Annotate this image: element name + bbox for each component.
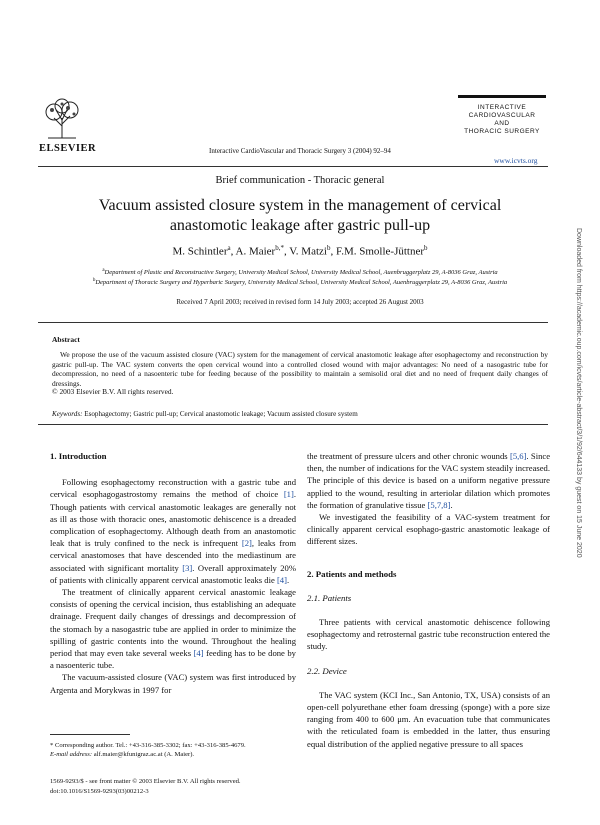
affiliation-text: Department of Plastic and Reconstructive Surgery, University Medical School, University Medical School, Auenbruggerplatz 29, A-8036 Graz, Austria bbox=[104, 269, 498, 277]
keywords bbox=[52, 410, 358, 418]
citation-link[interactable]: [3] bbox=[182, 562, 193, 573]
journal-logo-line: AND bbox=[494, 120, 510, 127]
text-run: The treatment of clinically apparent cervical anastomic leakage consists of opening the cervical incision, thus establishing an adequate drainage. Frequent daily changes of dressings and decompression of the stomach by a nasogastric tube are applied in order to minimize the spilling of gastric contents into the wound. Throughout the healing period that may even take several weeks bbox=[50, 587, 296, 659]
author-affiliation-mark: b bbox=[326, 244, 331, 252]
publisher-name: ELSEVIER bbox=[39, 143, 97, 154]
author-name: A. Maier bbox=[235, 245, 276, 258]
affiliation bbox=[50, 278, 550, 286]
journal-citation: Interactive CardioVascular and Thoracic Surgery 3 (2004) 92–94 bbox=[209, 147, 391, 155]
issn-block bbox=[50, 777, 241, 797]
text-run: Following esophagectomy reconstruction with a gastric tube and cervical esophagogastrostomy remains the method of choice bbox=[50, 477, 296, 500]
affiliation-mark: a bbox=[102, 268, 105, 273]
patients-paragraph: Three patients with cervical anastomotic dehiscence following esophagectomy and retrosternal gastric tube reconstruction entered the study. bbox=[307, 617, 550, 652]
citation-link[interactable]: [4] bbox=[276, 574, 287, 585]
journal-logo-line: CARDIOVASCULAR bbox=[468, 112, 536, 119]
device-paragraph: The VAC system (KCI Inc., San Antonio, TX, USA) consists of an open-cell polyurethane ether foam dressing (sponge) with a pore size ranging from 400 to 600 μm. An evacuation tube that communicates with the reticulated foam is embedded in the latter, thus ensuring equal distribution of the applied negative pressure to all spaces bbox=[307, 689, 550, 749]
received-dates: Received 7 April 2003; received in revised form 14 July 2003; accepted 26 August 2003 bbox=[176, 298, 424, 306]
text-run: . bbox=[450, 499, 453, 510]
citation-link[interactable]: [4] bbox=[193, 648, 204, 659]
keywords-label: Keywords: bbox=[52, 410, 83, 418]
footnote-contact: * Corresponding author. Tel.: +43-316-385-3302; fax: +43-316-385-4679. bbox=[50, 742, 246, 749]
abstract-top-rule bbox=[38, 322, 548, 323]
email-address[interactable]: alf.maier@kfunigraz.ac.at (A. Maier). bbox=[92, 751, 195, 758]
abstract-copyright: © 2003 Elsevier B.V. All rights reserved. bbox=[52, 387, 174, 396]
text-run: . Since then, the number of indications for the VAC system steadily increased. The principle of this device is based on a uniform negative pressure applied to the wound, resulting in arteriolar dilation which promotes the formation of granulative tissue bbox=[307, 451, 551, 510]
download-watermark bbox=[572, 228, 592, 618]
author-separator: , bbox=[230, 245, 236, 258]
author-separator: , bbox=[330, 245, 336, 258]
header-rule bbox=[38, 166, 548, 167]
footnote-rule bbox=[50, 734, 130, 735]
left-column bbox=[50, 450, 296, 696]
text-run: the treatment of pressure ulcers and other chronic wounds bbox=[307, 451, 510, 461]
email-label: E-mail address: bbox=[50, 751, 93, 758]
doi-line[interactable]: doi:10.1016/S1569-9293(03)00212-3 bbox=[50, 788, 149, 795]
author-affiliation-mark: b bbox=[424, 244, 428, 252]
text-run: . Though patients with cervical anastomotic leakages are generally not as ill as those with thoracic ones, anastomotic dehiscence is a dreaded complication of esophagectomy. Although death from an anastomotic leak that is truly confined to the neck is infrequent bbox=[50, 489, 296, 549]
author-affiliation-mark: b,* bbox=[275, 244, 284, 252]
author-name: M. Schintler bbox=[172, 245, 228, 258]
citation-link[interactable]: [5,7,8] bbox=[427, 499, 451, 510]
download-watermark-text: Downloaded from https://academic.oup.com/icvts/article-abstract/3/1/92/644133 by guest on 15 June 2020 bbox=[575, 228, 582, 558]
author-name: F.M. Smolle-Jüttner bbox=[335, 245, 425, 258]
journal-website-link[interactable]: www.icvts.org bbox=[494, 156, 538, 165]
article-category: Brief communication - Thoracic general bbox=[215, 175, 385, 186]
text-run: . bbox=[286, 574, 290, 585]
keywords-list: Esophagectomy; Gastric pull-up; Cervical anastomotic leakage; Vacuum assisted closure system bbox=[84, 410, 358, 418]
corresponding-footnote bbox=[50, 741, 296, 759]
text-run: , leaks from cervical anastomoses that have descended into the mediastinum are associated with significant mortality bbox=[50, 538, 296, 573]
issn-line: 1569-9293/$ - see front matter © 2003 Elsevier B.V. All rights reserved. bbox=[50, 778, 241, 785]
title-line: Vacuum assisted closure system in the management of cervical bbox=[98, 197, 502, 214]
right-paragraph-2: We investigated the feasibility of a VAC-system treatment for clinically apparent cervical esophago-gastric anastomotic leakage of different sizes. bbox=[307, 512, 550, 547]
author-list bbox=[0, 244, 600, 258]
author-name: V. Matzi bbox=[289, 245, 327, 258]
text-run: . Overall approximately 20% of patients with clinically apparent cervical anastomotic leaks die bbox=[50, 562, 296, 585]
text-run: feeding has to be done by a nasoenteric tube. bbox=[50, 648, 296, 671]
author-affiliation-mark: a bbox=[227, 244, 231, 252]
elsevier-tree-logo bbox=[42, 98, 82, 140]
section-heading: 1. Introduction bbox=[50, 451, 107, 461]
abstract-bottom-rule bbox=[38, 424, 548, 425]
footnote-email-line bbox=[50, 750, 296, 759]
journal-logo-line: INTERACTIVE bbox=[477, 104, 527, 111]
abstract-heading: Abstract bbox=[52, 335, 80, 344]
title-line: anastomotic leakage after gastric pull-up bbox=[169, 217, 431, 234]
intro-paragraph-1 bbox=[50, 476, 296, 586]
abstract-text: We propose the use of the vacuum assisted closure (VAC) system for the management of cervical anastomotic leakage after esophagectomy and reconstruction by gastric pull-up. The VAC system converts the open cervical wound into a controlled closed wound with major advantages: No need of a nasogastric tube for decompression, no need of a nasoenteric tube for feeding because of the possibility to maintain a semisolid oral diet and no need of frequent daily changes of dressings. bbox=[52, 350, 548, 388]
journal-logo-bar bbox=[458, 95, 546, 98]
citation-link[interactable]: [5,6] bbox=[509, 451, 527, 461]
right-column bbox=[307, 450, 550, 750]
citation-link[interactable]: [2] bbox=[241, 538, 252, 549]
right-paragraph-1 bbox=[307, 450, 550, 511]
affiliation bbox=[50, 268, 550, 276]
author-separator: , bbox=[283, 245, 290, 258]
subsection-heading: 2.1. Patients bbox=[307, 592, 352, 603]
journal-logo bbox=[458, 95, 546, 136]
citation-link[interactable]: [1] bbox=[283, 489, 294, 500]
journal-logo-line: THORACIC SURGERY bbox=[464, 128, 540, 135]
intro-paragraph-2 bbox=[50, 586, 296, 671]
section-heading: 2. Patients and methods bbox=[307, 568, 397, 579]
subsection-heading: 2.2. Device bbox=[307, 665, 347, 676]
affiliation-text: Department of Thoracic Surgery and Hyperbaric Surgery, University Medical School, University Medical School, Auenbruggerplatz 29, A-8036 Graz, Austria bbox=[95, 279, 508, 287]
intro-paragraph-3: The vacuum-assisted closure (VAC) system was first introduced by Argenta and Morykwas in 1997 for bbox=[50, 672, 296, 695]
affiliation-mark: b bbox=[92, 278, 96, 283]
article-title bbox=[70, 196, 530, 236]
